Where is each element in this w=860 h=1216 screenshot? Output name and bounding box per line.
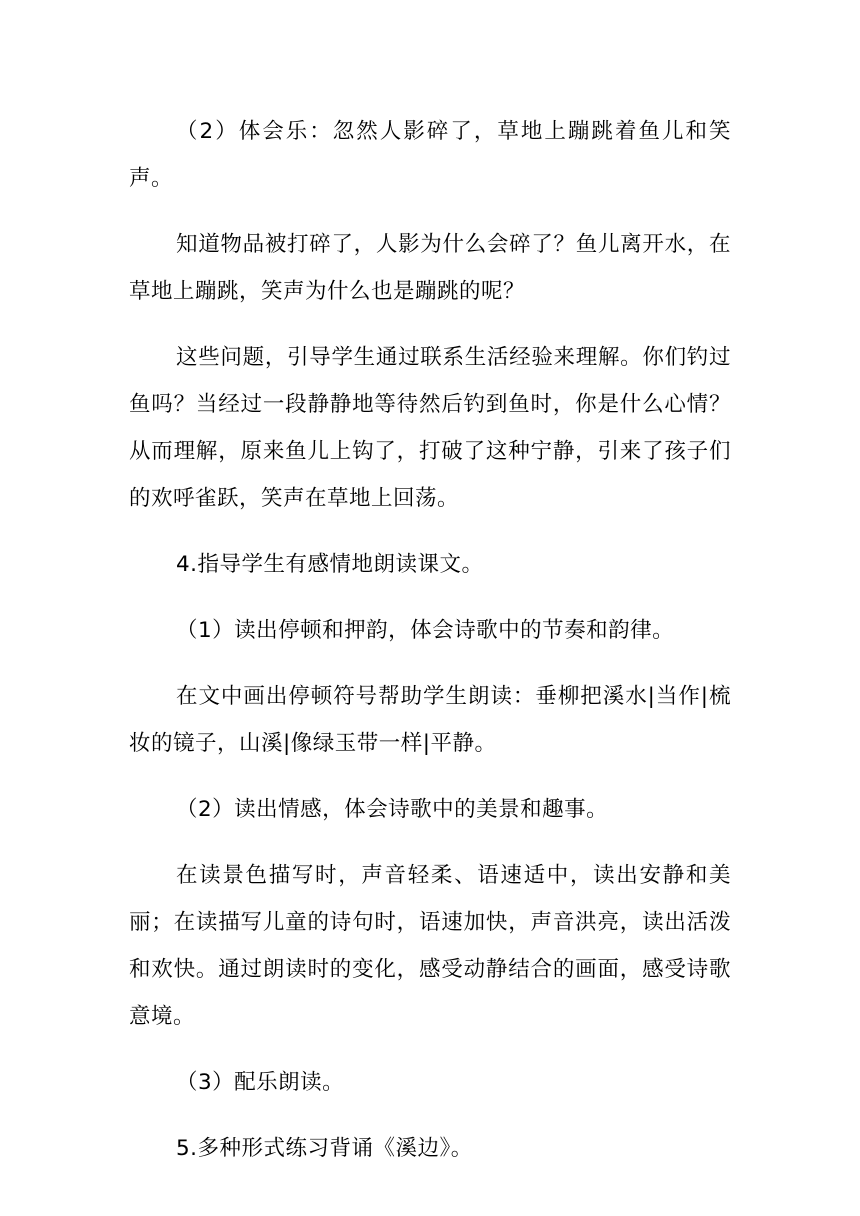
paragraph-step-4: 4.指导学生有感情地朗读课文。 <box>176 552 484 577</box>
paragraph-step-5: 5.多种形式练习背诵《溪边》。 <box>176 1136 473 1161</box>
document-body <box>129 108 731 1191</box>
paragraph-reading-tips: 在读景色描写时，声音轻柔、语速适中，读出安静和美丽；在读描写儿童的诗句时，语速加快，声音洪亮，读出活泼和欢快。通过朗读时的变化，感受动静结合的画面，感受诗歌意境。 <box>129 863 731 1029</box>
paragraph-sub-3-music: （3）配乐朗读。 <box>176 1070 345 1095</box>
paragraph-pause-marks: 在文中画出停顿符号帮助学生朗读：垂柳把溪水|当作|梳妆的镜子，山溪|像绿玉带一样|平静。 <box>129 684 731 756</box>
paragraph-sub-1-rhythm: （1）读出停顿和押韵，体会诗歌中的节奏和韵律。 <box>176 618 675 643</box>
paragraph-sub-2-joy: （2）体会乐：忽然人影碎了，草地上蹦跳着鱼儿和笑声。 <box>129 119 731 191</box>
paragraph-sub-2-emotion: （2）读出情感，体会诗歌中的美景和趣事。 <box>176 797 609 822</box>
paragraph-explanation: 这些问题，引导学生通过联系生活经验来理解。你们钓过鱼吗？当经过一段静静地等待然后钓到鱼时，你是什么心情？从而理解，原来鱼儿上钩了，打破了这种宁静，引来了孩子们的欢呼雀跃，笑声在草地上回荡。 <box>129 345 731 511</box>
paragraph-question: 知道物品被打碎了，人影为什么会碎了？鱼儿离开水，在草地上蹦跳，笑声为什么也是蹦跳的呢？ <box>129 232 731 304</box>
